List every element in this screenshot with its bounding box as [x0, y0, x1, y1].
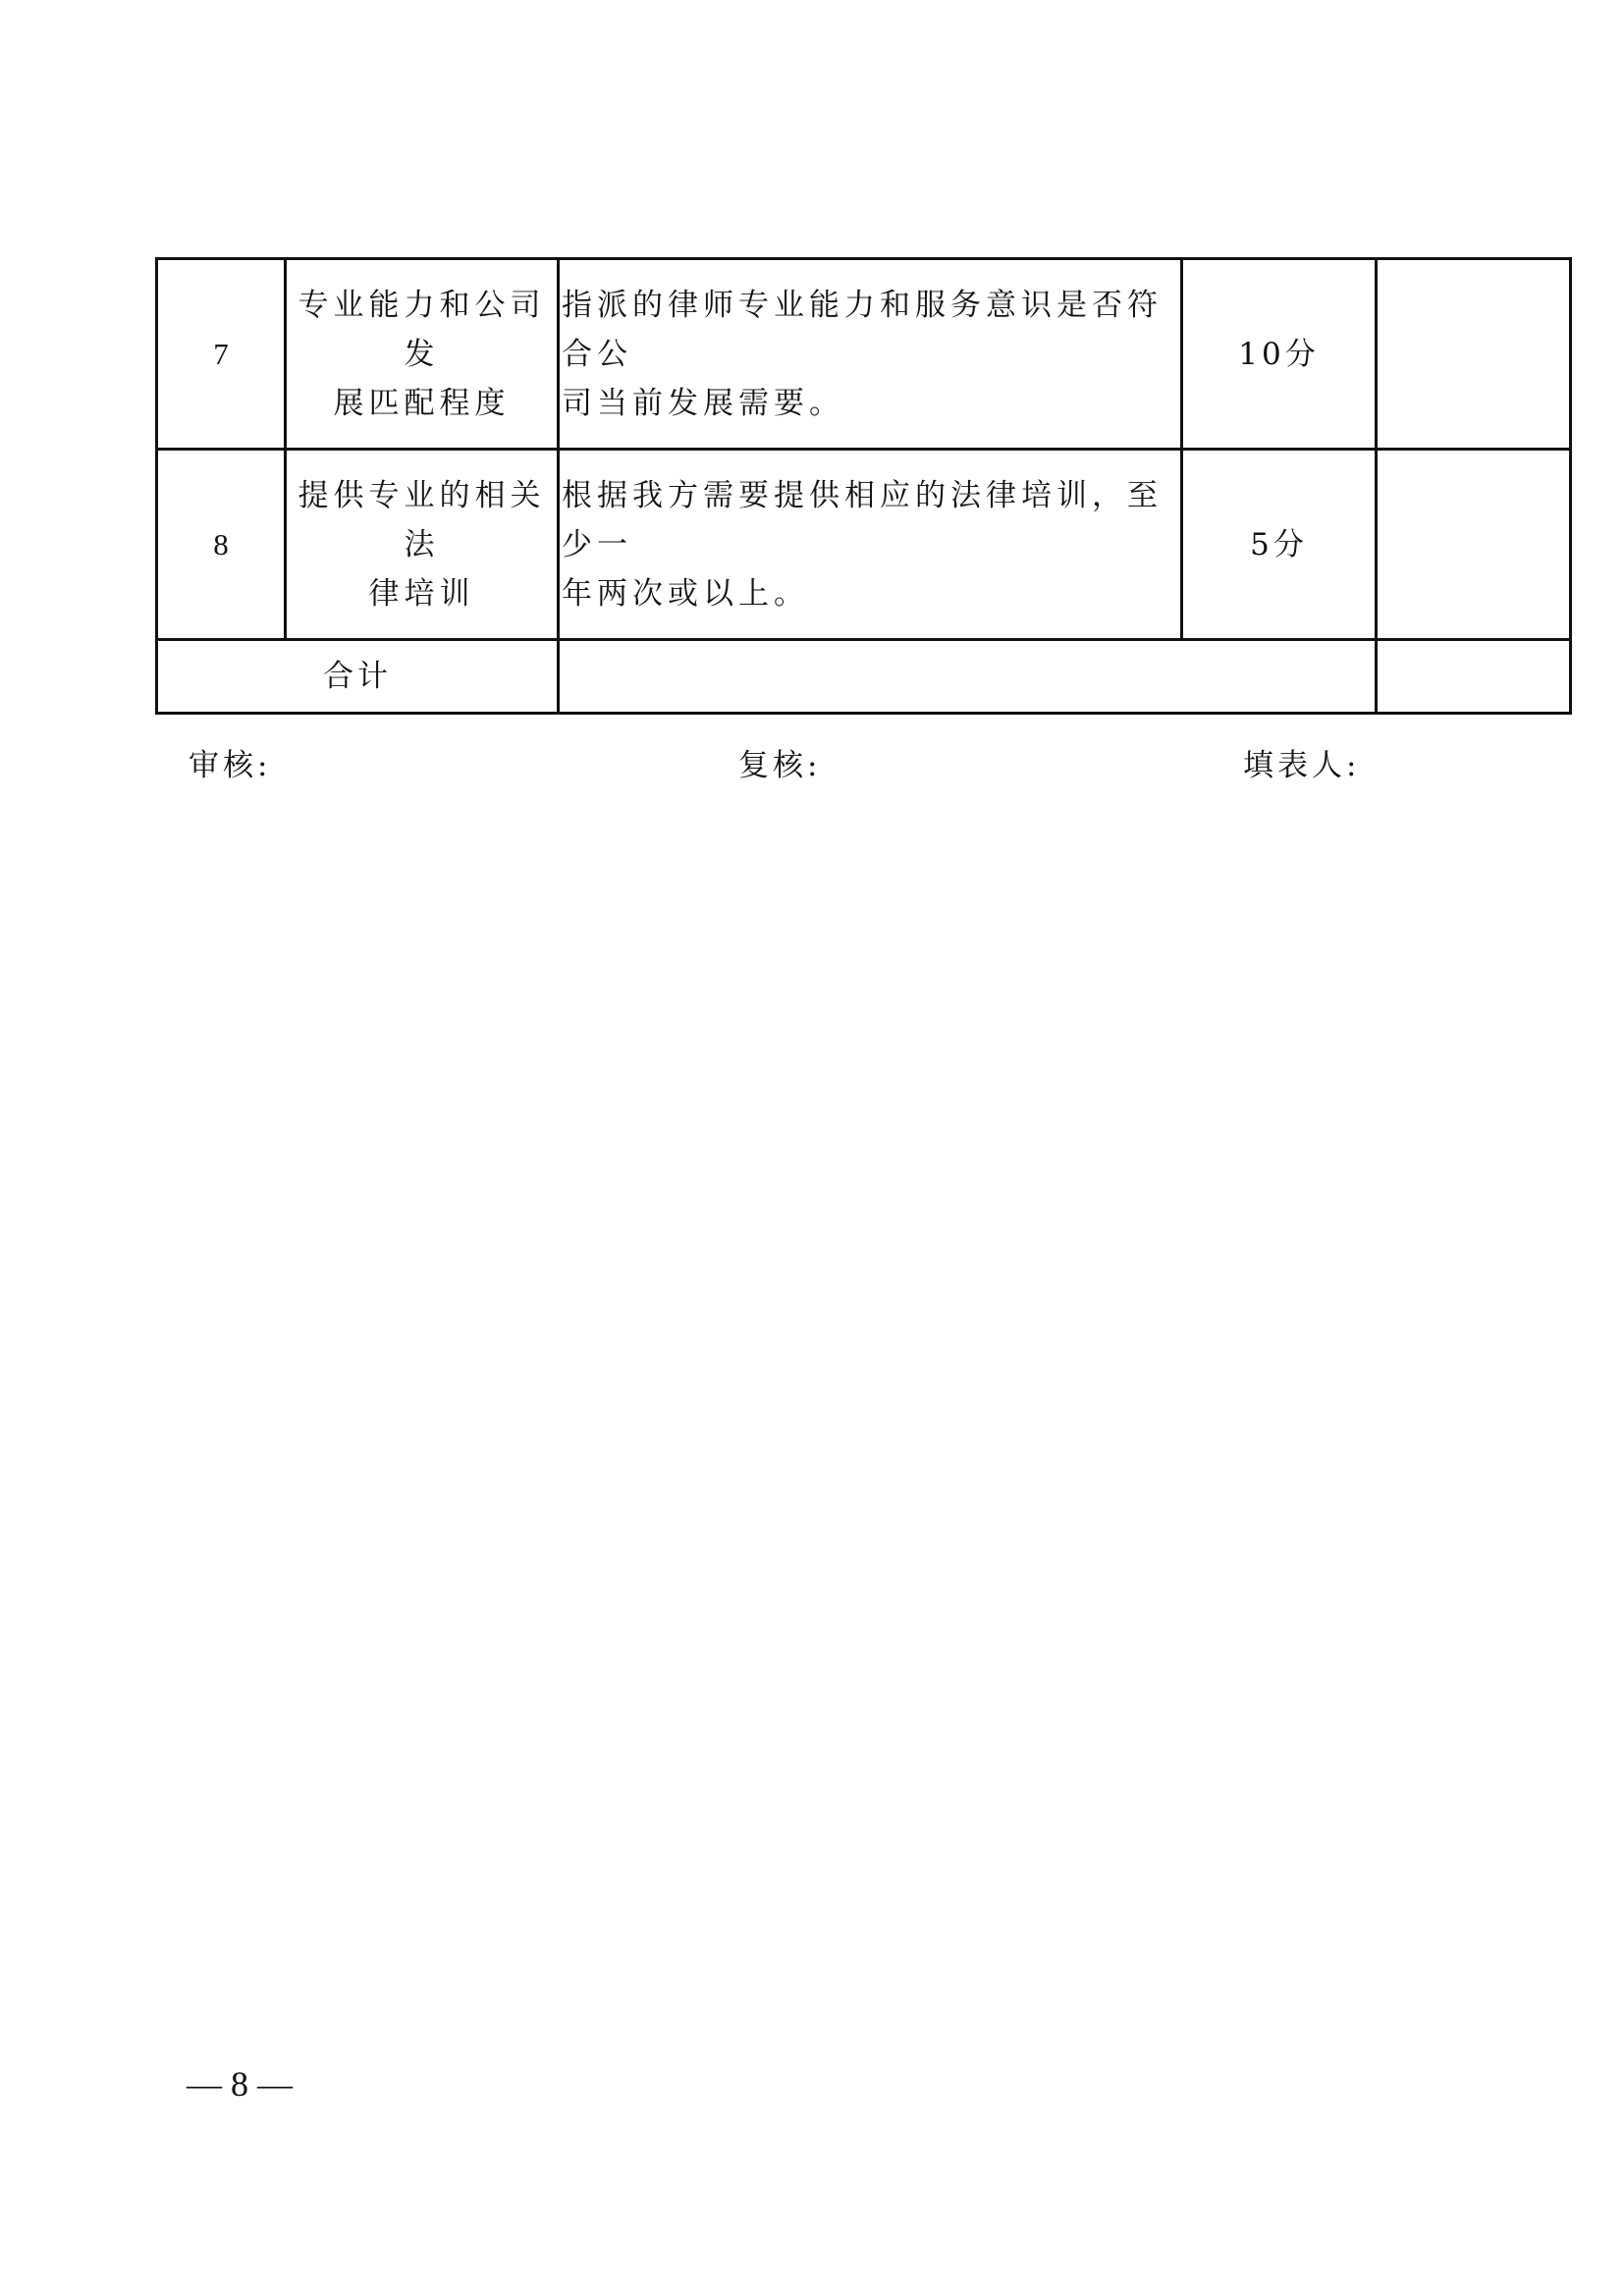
criterion-name-line: 专业能力和公司发	[298, 287, 546, 372]
criterion-name	[286, 259, 559, 450]
total-row	[157, 640, 1571, 714]
criterion-description	[559, 259, 1182, 450]
criterion-score: 10分	[1182, 259, 1377, 450]
criterion-name-line: 展匹配程度	[333, 385, 511, 421]
criterion-description-line: 司当前发展需要。	[562, 385, 844, 421]
evaluation-table	[155, 257, 1572, 715]
result-cell	[1377, 450, 1571, 640]
audit-label: 审核:	[189, 748, 272, 783]
row-number: 7	[157, 259, 286, 450]
criterion-name-line: 律培训	[368, 575, 475, 612]
table-row	[157, 450, 1571, 640]
criterion-description-line: 根据我方需要提供相应的法律培训，至少一	[562, 477, 1163, 562]
criterion-description	[559, 450, 1182, 640]
result-cell	[1377, 259, 1571, 450]
criterion-description-line: 指派的律师专业能力和服务意识是否符合公	[562, 287, 1163, 372]
criterion-name	[286, 450, 559, 640]
filler-label: 填表人:	[1243, 748, 1361, 783]
row-number: 8	[157, 450, 286, 640]
criterion-score: 5分	[1182, 450, 1377, 640]
criterion-name-line: 提供专业的相关法	[298, 477, 546, 562]
review-label: 复核:	[738, 748, 822, 783]
signature-line	[0, 741, 1624, 790]
table-row	[157, 259, 1571, 450]
page-number: — 8 —	[187, 2064, 293, 2104]
criterion-description-line: 年两次或以上。	[562, 575, 809, 612]
total-label: 合计	[157, 640, 559, 714]
total-result-cell	[1377, 640, 1571, 714]
total-value-cell	[559, 640, 1377, 714]
